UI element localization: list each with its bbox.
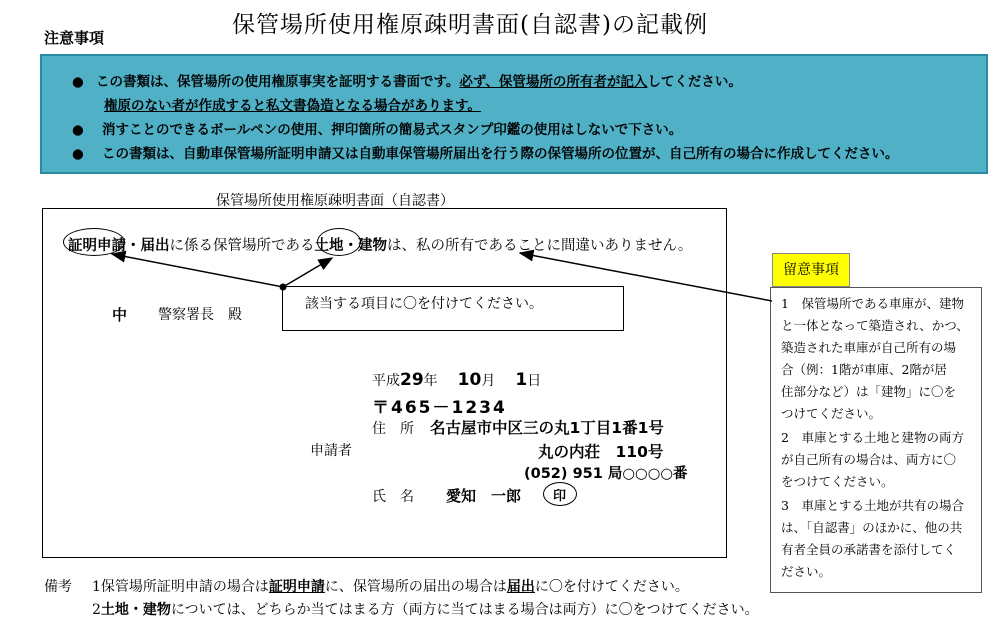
statement-text: に係る保管場所である — [169, 238, 315, 254]
note-line: 2 車庫とする土地と建物の両方 — [781, 430, 964, 445]
remark-text: に〇を付けてください。 — [534, 579, 689, 595]
remark-text: については、どちらか当てはまる方（両方に当てはまる場合は両方）に〇をつけてください。 — [170, 602, 759, 618]
arrow-to-statement — [520, 253, 772, 301]
notice-text: 消すことのできるボールペンの使用、押印箇所の簡易式スタンプ印鑑の使用はしないで下さい。 — [102, 122, 683, 138]
applicant-name: 愛知 一郎 — [446, 487, 522, 505]
remark-emphasis: 届出 — [506, 579, 535, 595]
remark-emphasis: 土地・建物 — [100, 602, 171, 618]
seal-mark: 印 — [553, 489, 567, 504]
address-line-2: 丸の内荘 110号 — [538, 443, 664, 461]
date-month: 10 — [457, 370, 482, 390]
date-day: 1 — [515, 370, 528, 390]
bullet-icon: ● — [72, 122, 84, 138]
police-suffix: 警察署長 殿 — [158, 307, 242, 323]
postal-code: 〒465－1234 — [372, 398, 507, 418]
option-shomei-shinsei: 証明申請 — [68, 237, 126, 254]
note-line: 3 車庫とする土地が共有の場合 — [781, 498, 964, 513]
note-line: をつけてください。 — [781, 474, 894, 489]
note-line: 1 保管場所である車庫が、建物 — [781, 296, 964, 311]
date-unit: 年 — [423, 373, 438, 389]
note-line: 住部分など）は「建物」に〇を — [781, 384, 957, 399]
note-line: が自己所有の場合は、両方に〇 — [781, 452, 957, 467]
document-title: 保管場所使用権原疎明書面（自認書） — [216, 193, 454, 209]
notes-label: 留意事項 — [772, 253, 850, 287]
arrow-to-shomei — [112, 254, 283, 287]
option-tatemono: 建物 — [358, 237, 387, 254]
remark-text: 1保管場所証明申請の場合は — [92, 579, 269, 595]
remark-text: に、保管場所の届出の場合は — [324, 579, 507, 595]
notice-text: この書類は、保管場所の使用権原事実を証明する書面です。 — [96, 74, 460, 90]
remark-text: 2 — [92, 602, 101, 618]
statement-text: は、私の所有であることに間違いありません。 — [387, 238, 693, 254]
arrow-to-tochi — [283, 258, 332, 287]
address-line-1: 名古屋市中区三の丸1丁目1番1号 — [430, 419, 664, 437]
option-tochi: 土地 — [314, 237, 344, 254]
bullet-icon: ● — [72, 146, 84, 162]
separator: ・ — [126, 237, 141, 254]
notice-text-underlined: 必ず、保管場所の所有者が記入 — [459, 74, 648, 90]
option-todokede: 届出 — [140, 237, 170, 254]
date-era: 平成 — [372, 373, 400, 389]
note-line: 築造された車庫が自己所有の場 — [781, 340, 957, 355]
address-label: 住 所 — [372, 421, 414, 437]
notice-text: この書類は、自動車保管場所証明申請又は自動車保管場所届出を行う際の保管場所の位置が、自己所有の場合に作成してください。 — [102, 146, 899, 162]
note-line: は、「自認書」のほかに、他の共 — [781, 520, 963, 535]
note-line: と一体となって築造され、かつ、 — [781, 318, 969, 333]
applicant-label: 申請者 — [310, 443, 352, 459]
date-year: 29 — [400, 370, 424, 390]
bullet-icon: ● — [72, 74, 84, 90]
remark-emphasis: 証明申請 — [268, 579, 325, 595]
notice-text: してください。 — [647, 74, 742, 90]
name-label: 氏 名 — [372, 489, 414, 505]
note-line: 有者全員の承諾書を添付してく — [781, 542, 957, 557]
separator: ・ — [343, 237, 358, 254]
phone-number: (052) 951 局○○○○番 — [524, 466, 688, 482]
page-title: 保管場所使用権原疎明書面(自認書)の記載例 — [232, 12, 708, 38]
note-line: つけてください。 — [781, 406, 882, 421]
notice-text-underlined: 権原のない者が作成すると私文書偽造となる場合があります。 — [104, 98, 481, 114]
remarks-label: 備考 — [44, 579, 72, 595]
note-line: ださい。 — [781, 564, 832, 579]
notice-label: 注意事項 — [44, 29, 105, 47]
police-name: 中 — [112, 306, 128, 324]
note-line: 合（例：1階が車庫、2階が居 — [781, 362, 947, 377]
callout-text: 該当する項目に〇を付けてください。 — [305, 296, 543, 312]
date-unit: 月 — [481, 373, 496, 389]
date-unit: 日 — [527, 373, 542, 389]
